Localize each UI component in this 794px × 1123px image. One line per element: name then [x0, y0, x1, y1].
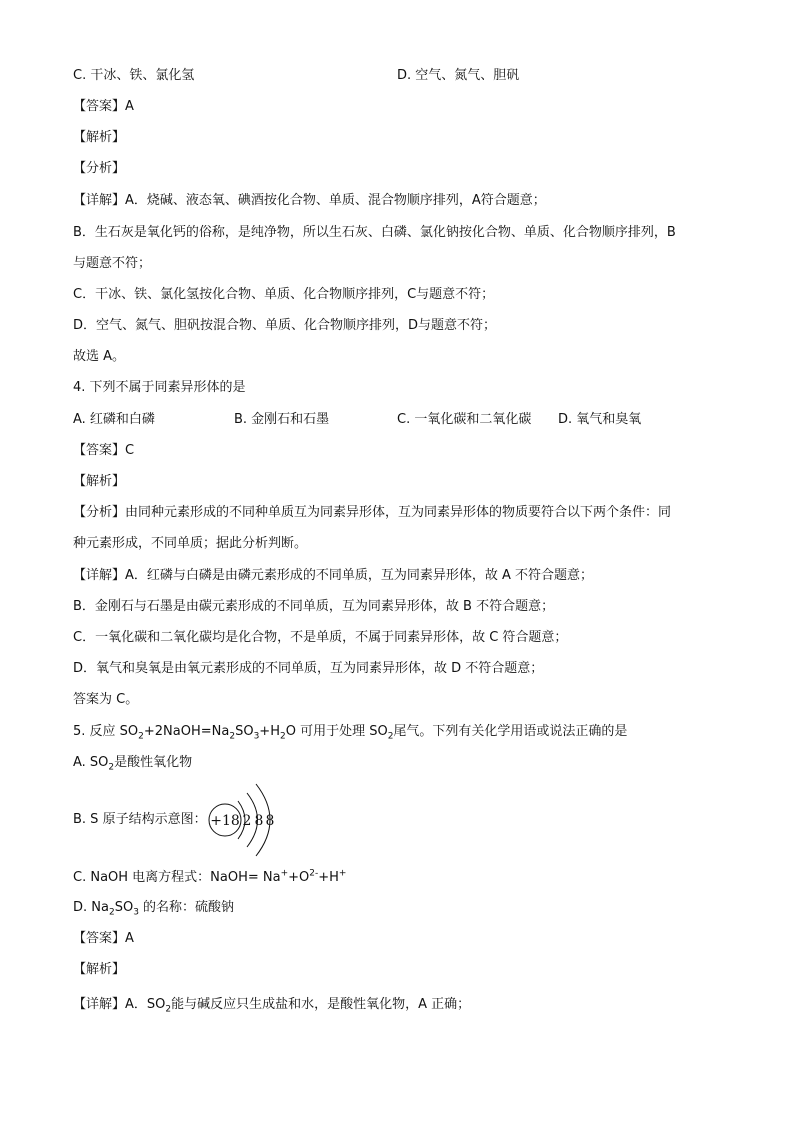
electron-count-shell-1: 2: [242, 813, 252, 829]
q5-stem: 5. 反应 $SO_2+2NaOH=Na_2SO_3+H_2O$ 可用于处理 $SO_2$尾气。下列有关化学用语或说法正确的是: [73, 724, 628, 742]
q5-detail-a: 【详解】A．$SO_2$能与碱反应只生成盐和水，是酸性氧化物，A 正确；: [73, 997, 471, 1015]
q5-analysis-heading: 【解析】: [73, 962, 126, 977]
q5-option-d: D. $Na_2SO_3$ 的名称：硫酸钠: [73, 900, 235, 918]
q3-analysis-heading: 【解析】: [73, 130, 126, 145]
q3-option-c: C. 干冰、铁、氯化氢: [73, 68, 195, 83]
q4-conclusion: 答案为 C。: [73, 692, 139, 707]
electron-count-shell-3: 8: [265, 813, 275, 829]
q3-option-d: D. 空气、氮气、胆矾: [397, 68, 520, 83]
q4-fenxi-line1: 【分析】由同种元素形成的不同种单质互为同素异形体，互为同素异形体的物质要符合以下两个条件：同: [73, 505, 672, 520]
q4-analysis-heading: 【解析】: [73, 474, 126, 489]
q3-fenxi-heading: 【分析】: [73, 161, 126, 176]
q4-answer: 【答案】C: [73, 443, 135, 458]
q5-option-b-label: B. S 原子结构示意图：: [73, 812, 207, 827]
q4-detail-a: 【详解】A．红磷与白磷是由磷元素形成的不同单质，互为同素异形体，故 A 不符合题意；: [73, 568, 594, 583]
q4-fenxi-line2: 种元素形成，不同单质；据此分析判断。: [73, 536, 308, 551]
q3-detail-b-line2: 与题意不符；: [73, 256, 152, 271]
atom-nucleus-charge: +18: [210, 813, 240, 829]
q3-detail-d: D．空气、氮气、胆矾按混合物、单质、化合物顺序排列，D与题意不符；: [73, 318, 497, 333]
q4-stem: 4. 下列不属于同素异形体的是: [73, 380, 246, 395]
q3-conclusion: 故选 A。: [73, 349, 126, 364]
q5-answer: 【答案】A: [73, 931, 134, 946]
q5-option-c: C. NaOH 电离方程式：NaOH= $Na^++O^{2-}+H^+$: [73, 868, 347, 885]
q4-detail-d: D．氧气和臭氧是由氧元素形成的不同单质，互为同素异形体，故 D 不符合题意；: [73, 661, 544, 676]
q3-detail-b-line1: B．生石灰是氧化钙的俗称，是纯净物，所以生石灰、白磷、氯化钠按化合物、单质、化合物顺序排列，B: [73, 225, 676, 240]
q4-detail-c: C．一氧化碳和二氧化碳均是化合物，不是单质，不属于同素异形体，故 C 符合题意；: [73, 630, 568, 645]
q4-option-d: D. 氧气和臭氧: [558, 412, 642, 427]
q3-detail-c: C．干冰、铁、氯化氢按化合物、单质、化合物顺序排列，C与题意不符；: [73, 287, 495, 302]
electron-count-shell-2: 8: [254, 813, 264, 829]
q4-option-b: B. 金刚石和石墨: [234, 412, 330, 427]
q5-option-a: A. $SO_2$是酸性氧化物: [73, 755, 193, 773]
q3-detail-a: 【详解】A．烧碱、液态氧、碘酒按化合物、单质、混合物顺序排列，A符合题意；: [73, 193, 546, 208]
q3-answer: 【答案】A: [73, 99, 134, 114]
q4-option-a: A. 红磷和白磷: [73, 412, 155, 427]
q4-option-c: C. 一氧化碳和二氧化碳: [397, 412, 532, 427]
q4-detail-b: B．金刚石与石墨是由碳元素形成的不同单质，互为同素异形体，故 B 不符合题意；: [73, 599, 555, 614]
